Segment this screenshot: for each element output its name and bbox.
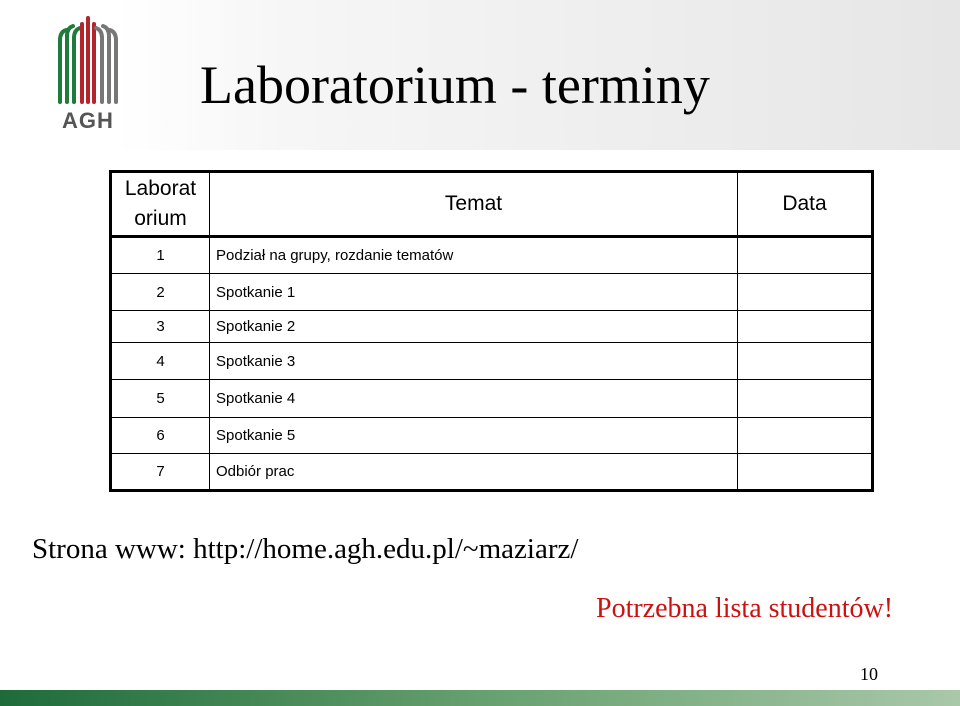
lab-topic: Spotkanie 2 [210, 311, 738, 343]
lab-topic: Podział na grupy, rozdanie tematów [210, 237, 738, 274]
lab-date [738, 343, 873, 380]
lab-number: 5 [111, 380, 210, 418]
lab-topic: Spotkanie 5 [210, 418, 738, 454]
page-number: 10 [860, 664, 878, 684]
lab-date [738, 311, 873, 343]
lab-number: 4 [111, 343, 210, 380]
lab-date [738, 380, 873, 418]
slide-title: Laboratorium - terminy [200, 55, 710, 115]
table-row [111, 380, 873, 418]
header-date: Data [738, 172, 873, 237]
header-lab: Laborat orium [111, 172, 210, 237]
lab-topic: Spotkanie 1 [210, 274, 738, 311]
lab-number: 3 [111, 311, 210, 343]
lab-topic: Spotkanie 3 [210, 343, 738, 380]
table-row [111, 274, 873, 311]
logo-text: AGH [62, 108, 114, 133]
lab-topic: Spotkanie 4 [210, 380, 738, 418]
agh-logo [52, 14, 124, 136]
schedule-table [109, 170, 874, 492]
lab-number: 1 [156, 247, 165, 264]
table-row [111, 311, 873, 343]
lab-date [738, 274, 873, 311]
table-row [111, 237, 873, 274]
table-row [111, 418, 873, 454]
lab-number: 2 [111, 274, 210, 311]
agh-logo-emblem [52, 14, 124, 106]
table-header-row [111, 172, 873, 237]
lab-number: 6 [111, 418, 210, 454]
website-text: Strona www: http://home.agh.edu.pl/~maziarz/ [32, 533, 579, 565]
lab-date [738, 237, 873, 274]
lab-topic: Odbiór prac [210, 454, 738, 491]
lab-date [738, 418, 873, 454]
lab-date [738, 454, 873, 491]
table-row [111, 343, 873, 380]
lab-number: 7 [111, 454, 210, 491]
footer-bar [0, 690, 960, 706]
table-row [111, 454, 873, 491]
student-list-note: Potrzebna lista studentów! [596, 593, 894, 624]
header-topic: Temat [210, 172, 738, 237]
